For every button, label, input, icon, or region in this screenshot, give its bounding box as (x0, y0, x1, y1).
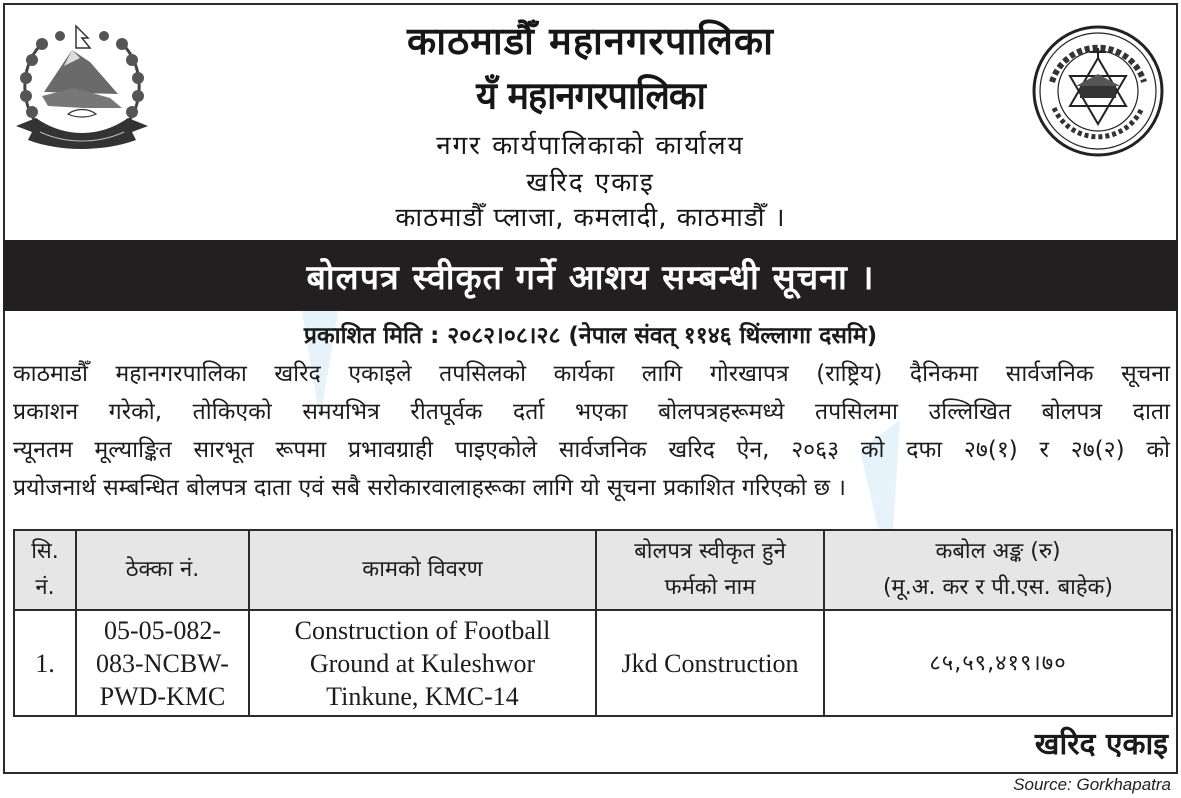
cell-bid-amount: ८५,५९,४१९।७० (824, 610, 1172, 716)
notice-title: बोलपत्र स्वीकृत गर्ने आशय सम्बन्धी सूचना । (306, 257, 875, 298)
office-name: नगर कार्यपालिकाको कार्यालय (436, 131, 745, 161)
office-address: काठमाडौँ प्लाजा, कमलादी, काठमाडौँ । (395, 203, 786, 233)
source-credit: Source: Gorkhapatra (1013, 775, 1171, 794)
col-header-contract-no: ठेक्का नं. (76, 530, 249, 610)
body-line: प्रयोजनार्थ सम्बन्धित बोलपत्र दाता एवं सबै सरोकारवालाहरूका लागि यो सूचना प्रकाशित गरिएको छ । (13, 475, 846, 501)
cell-serial: 1. (14, 610, 76, 716)
col-header-bid-amount: कबोल अङ्क (रु) (मू.अ. कर र पी.एस. बाहेक) (824, 530, 1172, 610)
cell-contract-no: 05-05-082- 083-NCBW- PWD-KMC (76, 610, 249, 716)
issuer-signature: खरिद एकाइ (1034, 727, 1168, 762)
publication-date: प्रकाशित मिति : २०८२।०८।२८ (नेपाल संवत् ११४६ थिंल्लागा दसमि) (303, 323, 878, 349)
body-line: न्यूनतम मूल्याङ्कित सारभूत रूपमा प्रभावग्राही पाइएकोले सार्वजनिक खरिद ऐन, २०६३ को दफा २७(१) र २७(२) को (13, 437, 1170, 463)
org-name-heading: काठमाडौँ महानगरपालिका (407, 19, 774, 63)
cell-firm-name: Jkd Construction (596, 610, 824, 716)
table-header-row (14, 530, 1172, 610)
unit-name: खरिद एकाइ (526, 168, 655, 198)
col-header-serial: सि. नं. (14, 530, 76, 610)
body-line: काठमाडौँ महानगरपालिका खरिद एकाइले तपसिलको कार्यका लागि गोरखापत्र (राष्ट्रिय) दैनिकमा सार्वजनिक सूचना (13, 361, 1170, 387)
notice-title-banner (3, 240, 1178, 311)
body-line: प्रकाशन गरेको, तोकिएको समयभित्र रीतपूर्वक दर्ता भएका बोलपत्रहरूमध्ये तपसिलमा उल्लिखित बोलपत्र दाता (13, 399, 1170, 425)
awarded-bid-table (13, 529, 1173, 717)
cell-work-description: Construction of Football Ground at Kuleshwor Tinkune, KMC-14 (249, 610, 596, 716)
col-header-work-description: कामको विवरण (249, 530, 596, 610)
notice-body (13, 355, 1170, 507)
col-header-firm-name: बोलपत्र स्वीकृत हुने फर्मको नाम (596, 530, 824, 610)
org-name-newari-heading: यँ महानगरपालिका (476, 74, 705, 119)
table-row (14, 610, 1172, 716)
